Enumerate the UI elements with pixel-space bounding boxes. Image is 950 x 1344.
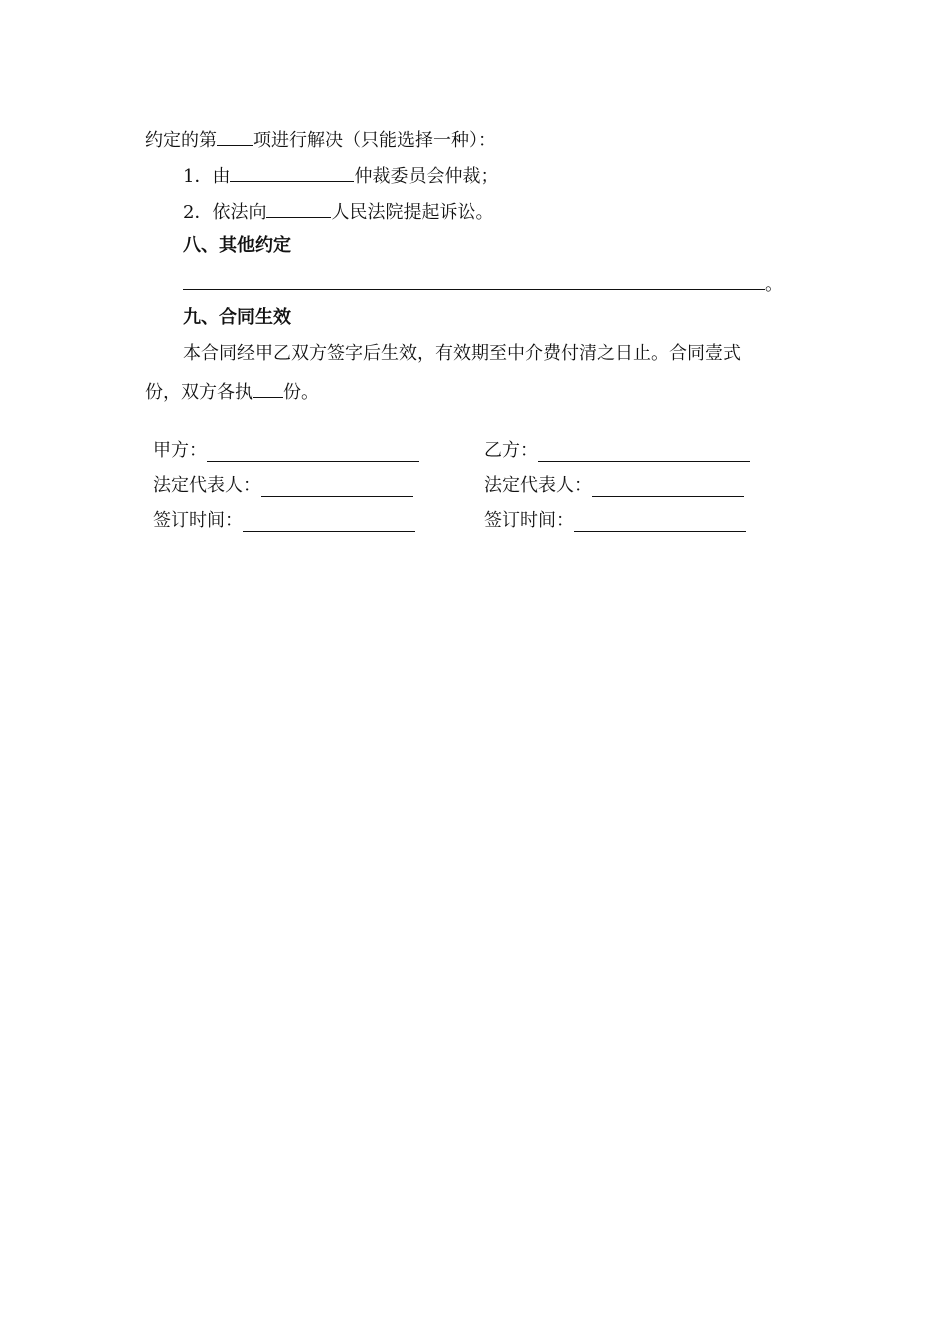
option1-suffix: 仲裁委员会仲裁； xyxy=(354,166,499,187)
party-b-label: 乙方： xyxy=(484,440,538,461)
other-terms-end-mark: 。 xyxy=(765,274,783,295)
section8-heading: 八、其他约定 xyxy=(183,235,291,256)
date-a-field[interactable] xyxy=(243,511,415,532)
court-name-blank[interactable] xyxy=(266,199,331,218)
dispute-option-litigation xyxy=(183,199,493,221)
rep-a-row xyxy=(153,475,413,497)
dispute-option-arbitration xyxy=(183,163,498,185)
option2-suffix: 人民法院提起诉讼。 xyxy=(331,202,494,223)
party-a-row xyxy=(153,440,419,462)
option1-prefix: 1．由 xyxy=(183,166,231,187)
party-a-signature-field[interactable] xyxy=(207,441,419,462)
copies-suffix: 份。 xyxy=(283,382,319,403)
section9-paragraph-line1: 本合同经甲乙双方签字后生效，有效期至中介费付清之日止。合同壹式 xyxy=(183,343,741,364)
copies-each-blank[interactable] xyxy=(253,379,283,398)
party-b-row xyxy=(484,440,750,462)
date-a-label: 签订时间： xyxy=(153,510,243,531)
dispute-intro-suffix: 项进行解决（只能选择一种）： xyxy=(253,130,496,151)
rep-b-signature-field[interactable] xyxy=(592,476,744,497)
date-b-row xyxy=(484,510,746,532)
party-b-signature-field[interactable] xyxy=(538,441,750,462)
other-terms-blank[interactable] xyxy=(183,271,765,290)
dispute-intro-prefix: 约定的第 xyxy=(145,130,217,151)
date-a-row xyxy=(153,510,415,532)
date-b-field[interactable] xyxy=(574,511,746,532)
copies-prefix: 份，双方各执 xyxy=(145,382,253,403)
party-a-label: 甲方： xyxy=(153,440,207,461)
date-b-label: 签订时间： xyxy=(484,510,574,531)
rep-a-label: 法定代表人： xyxy=(153,475,261,496)
rep-a-signature-field[interactable] xyxy=(261,476,413,497)
option2-prefix: 2．依法向 xyxy=(183,202,267,223)
other-terms-line xyxy=(183,271,783,293)
arbitration-committee-blank[interactable] xyxy=(230,163,354,182)
rep-b-row xyxy=(484,475,744,497)
rep-b-label: 法定代表人： xyxy=(484,475,592,496)
section9-heading: 九、合同生效 xyxy=(183,307,291,328)
dispute-intro-line xyxy=(145,127,496,149)
section9-paragraph-line2 xyxy=(145,379,319,401)
item-number-blank[interactable] xyxy=(217,127,253,146)
